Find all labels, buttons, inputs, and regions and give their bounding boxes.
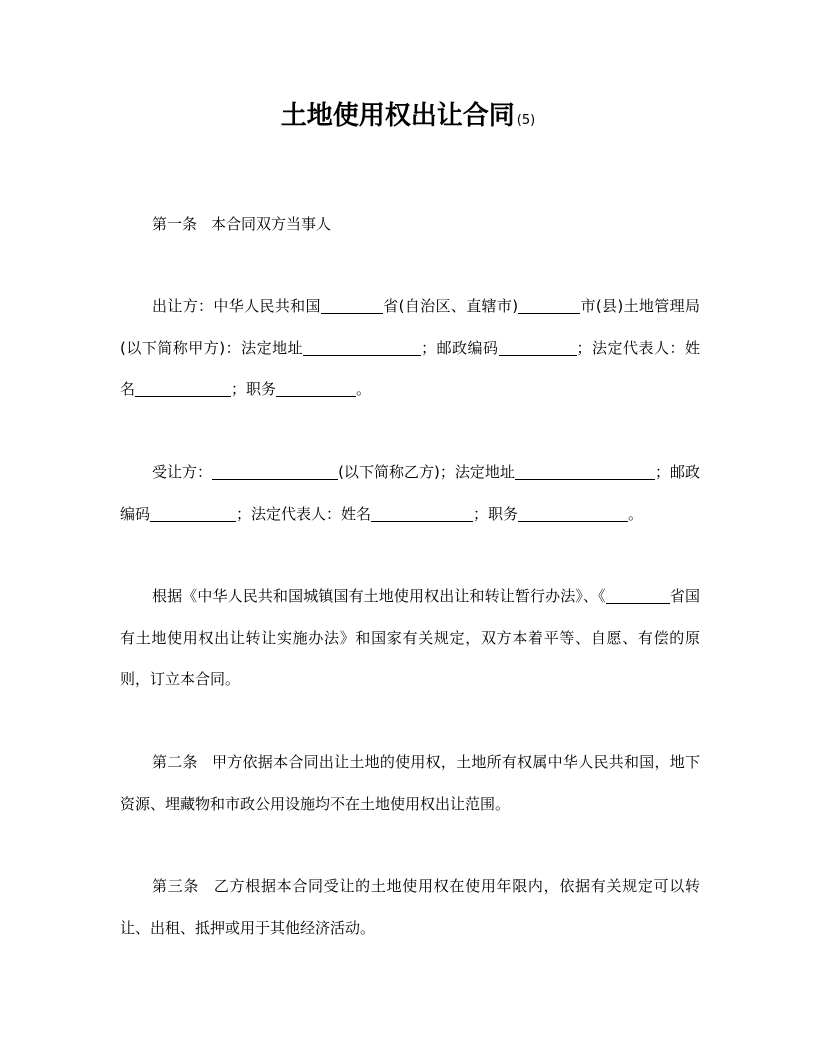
grantee-text-a: 受让方： (152, 463, 213, 481)
grantee-text-b: (以下简称乙方)；法定地址 (338, 463, 515, 481)
article-3-label: 第三条 (152, 877, 200, 895)
city-blank (518, 297, 580, 314)
grantor-text-a: 出让方：中华人民共和国 (152, 297, 321, 315)
grantee-text-e: ；职务 (473, 504, 519, 523)
article-3 (120, 866, 700, 949)
basis-text-b: 省国有土地使用权出让转让实施办法》和国家有关规定，双方本着平等、自愿、有偿的原则，订立本合同。 (120, 587, 700, 688)
grantee-text-f: 。 (628, 504, 644, 523)
grantor-text-f: ；职务 (231, 380, 277, 398)
grantor-text-b: 省(自治区、直辖市) (382, 297, 519, 315)
grantee-text-d: ；法定代表人：姓名 (236, 504, 372, 523)
article-1-label: 第一条 (152, 215, 198, 233)
grantor-text-c: 市(县)土地管理局(以下简称甲方)：法定地址 (120, 297, 700, 357)
grantee-position-blank (518, 505, 628, 522)
basis-paragraph (120, 576, 700, 701)
grantee-postcode-blank (150, 505, 236, 522)
grantee-address-blank (515, 463, 655, 480)
basis-text-a: 根据《中华人民共和国城镇国有土地使用权出让和转让暂行办法》、《 (152, 587, 606, 605)
document-title: 土地使用权出让合同 (280, 101, 515, 131)
grantor-position-blank (276, 380, 356, 397)
grantee-text-c: ；邮政编码 (120, 463, 700, 523)
grantor-paragraph (120, 286, 700, 411)
article-2-label: 第二条 (152, 753, 198, 771)
grantee-representative-blank (371, 505, 473, 522)
grantee-name-blank (212, 463, 338, 480)
article-2-text: 甲方依据本合同出让土地的使用权，土地所有权属中华人民共和国，地下资源、埋藏物和市政公用设施均不在土地使用权出让范围。 (120, 753, 700, 813)
article-1 (120, 204, 700, 246)
province-blank (321, 297, 383, 314)
grantor-text-d: ；邮政编码 (421, 338, 499, 357)
document-title-block (0, 98, 816, 139)
grantor-representative-blank (135, 380, 231, 397)
article-3-text: 乙方根据本合同受让的土地使用权在使用年限内，依据有关规定可以转让、出租、抵押或用于其他经济活动。 (120, 877, 700, 937)
grantor-text-g: 。 (356, 380, 372, 398)
document-title-suffix: (5) (516, 113, 536, 128)
grantee-paragraph (120, 452, 700, 535)
grantor-text-e: ；法定代表人：姓名 (120, 338, 700, 398)
grantor-address-blank (303, 339, 421, 356)
article-1-text: 本合同双方当事人 (211, 215, 332, 233)
article-2 (120, 742, 700, 825)
grantor-postcode-blank (499, 339, 577, 356)
basis-province-blank (606, 587, 670, 604)
